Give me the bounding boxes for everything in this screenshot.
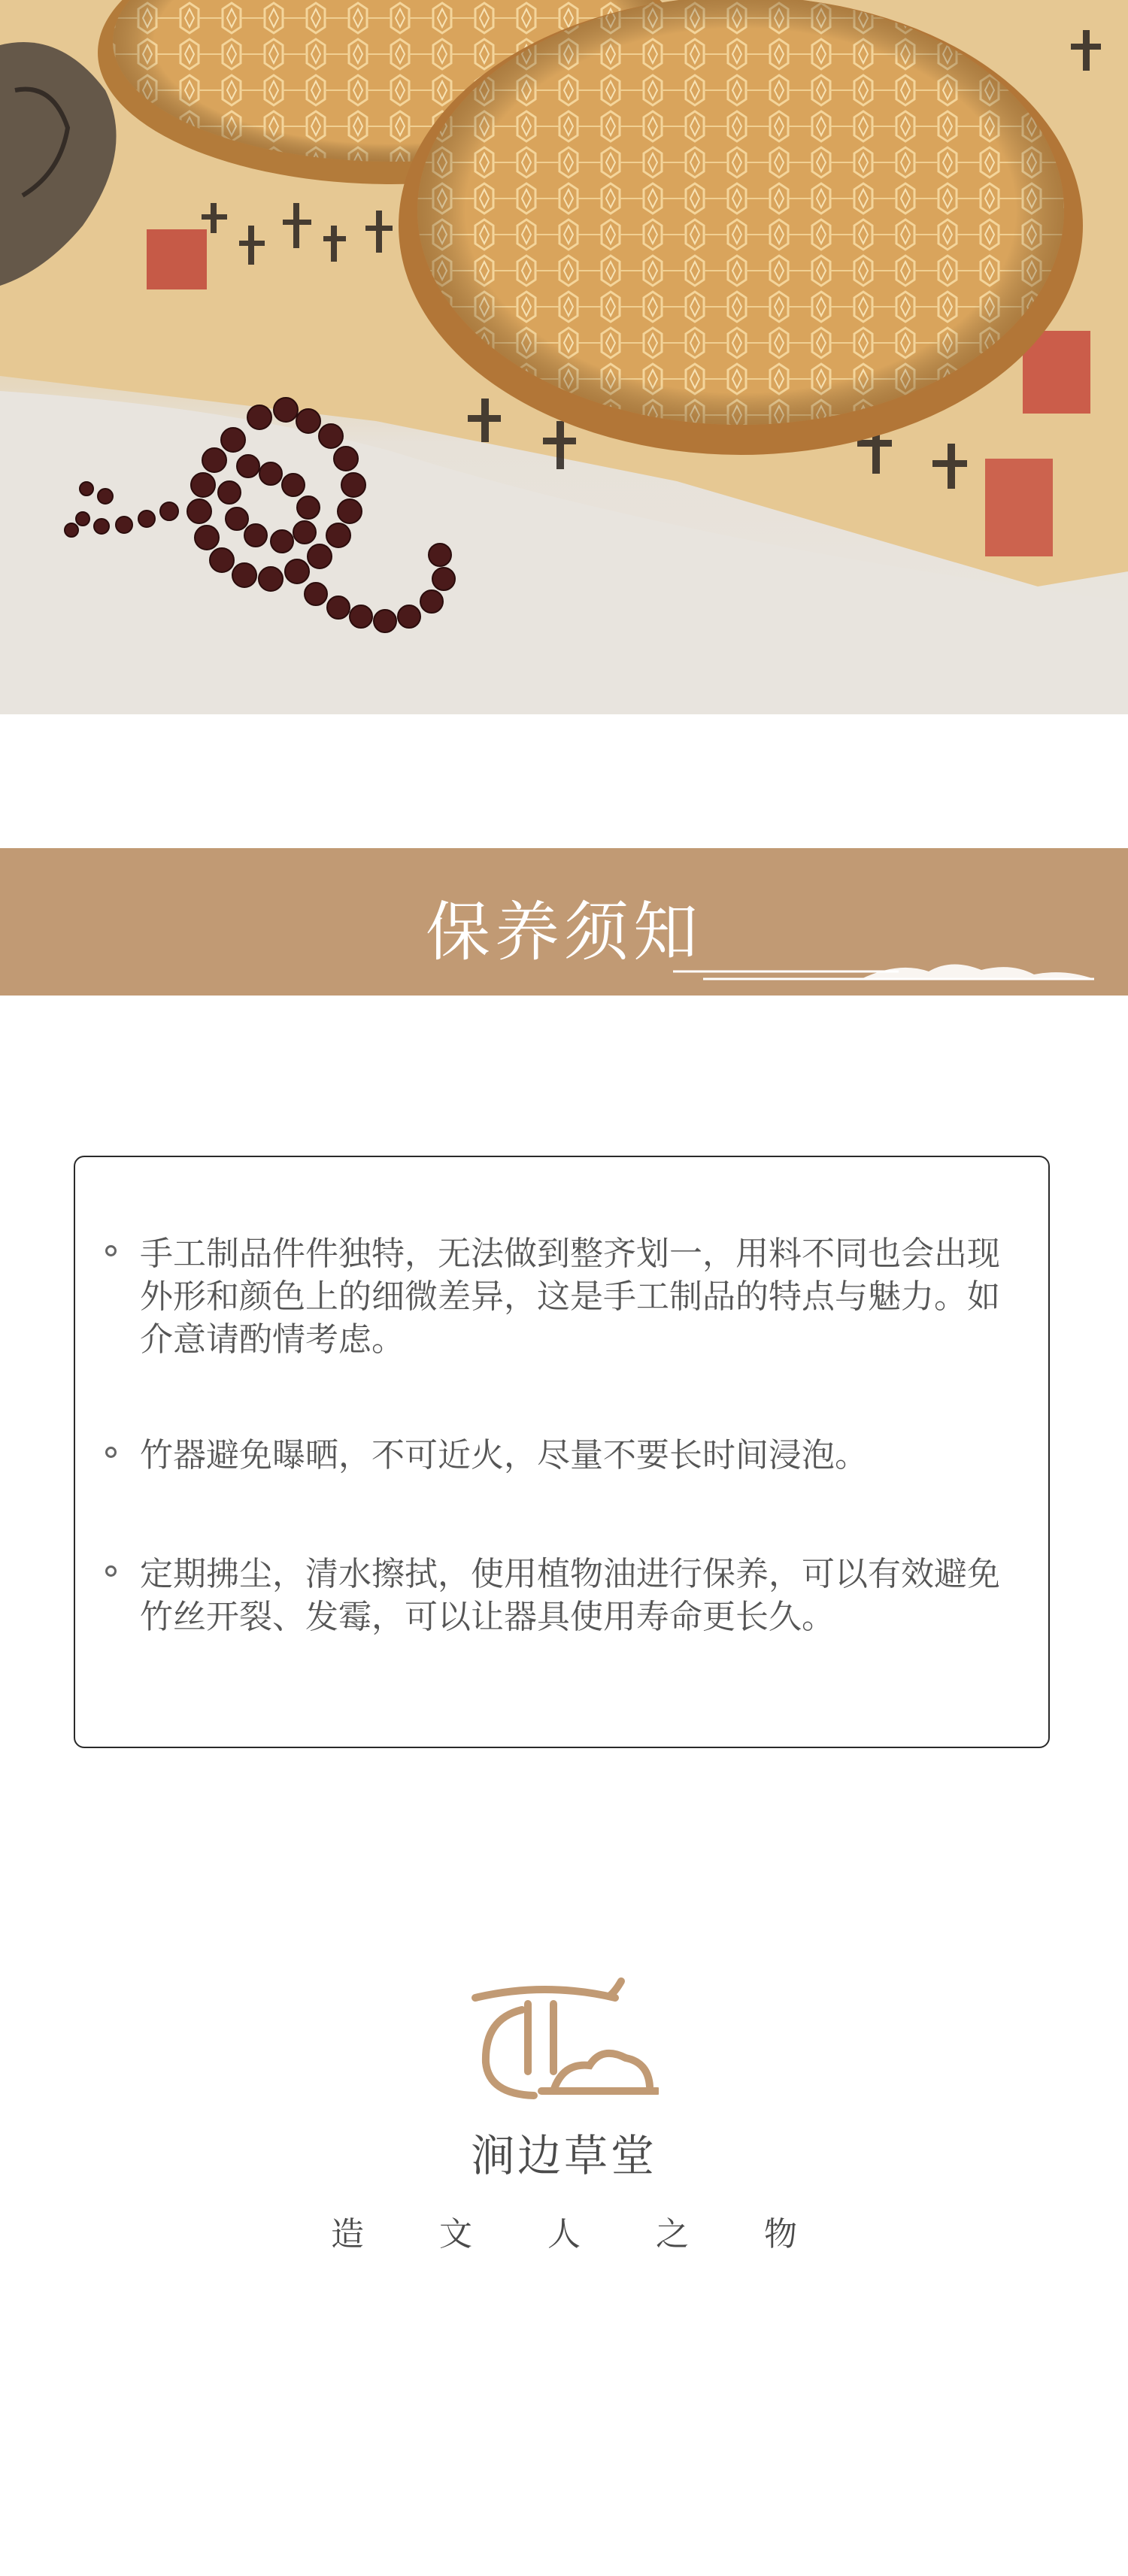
bullet-circle-icon (105, 1565, 117, 1577)
bullet-circle-icon (105, 1245, 117, 1256)
slogan-char: 物 (764, 2215, 797, 2253)
slogan-char: 文 (439, 2215, 472, 2253)
product-photo (0, 0, 1128, 714)
care-notes-box (74, 1156, 1050, 1748)
care-note-text: 手工制品件件独特，无法做到整齐划一，用料不同也会出现外形和颜色上的细微差异，这是手工制品的特点与魅力。如介意请酌情考虑。 (140, 1235, 1000, 1359)
slogan-char: 人 (547, 2215, 581, 2253)
care-note-text: 定期拂尘，清水擦拭，使用植物油进行保养，可以有效避免竹丝开裂、发霉，可以让器具使用寿命更长久。 (140, 1555, 1000, 1636)
slogan-char: 之 (656, 2215, 689, 2253)
slogan-char: 造 (331, 2215, 364, 2253)
mountain-line-decoration (673, 955, 1117, 993)
list-item (140, 1434, 1027, 1477)
brand-logo-icon (469, 1974, 659, 2102)
bullet-circle-icon (105, 1447, 117, 1458)
care-note-text: 竹器避免曝晒，不可近火，尽量不要长时间浸泡。 (140, 1436, 868, 1474)
brand-slogan (331, 2207, 797, 2255)
list-item (140, 1232, 1027, 1361)
brand-name: 涧边草堂 (470, 2130, 657, 2181)
list-item (140, 1553, 1027, 1638)
section-title: 保养须知 (426, 895, 702, 970)
